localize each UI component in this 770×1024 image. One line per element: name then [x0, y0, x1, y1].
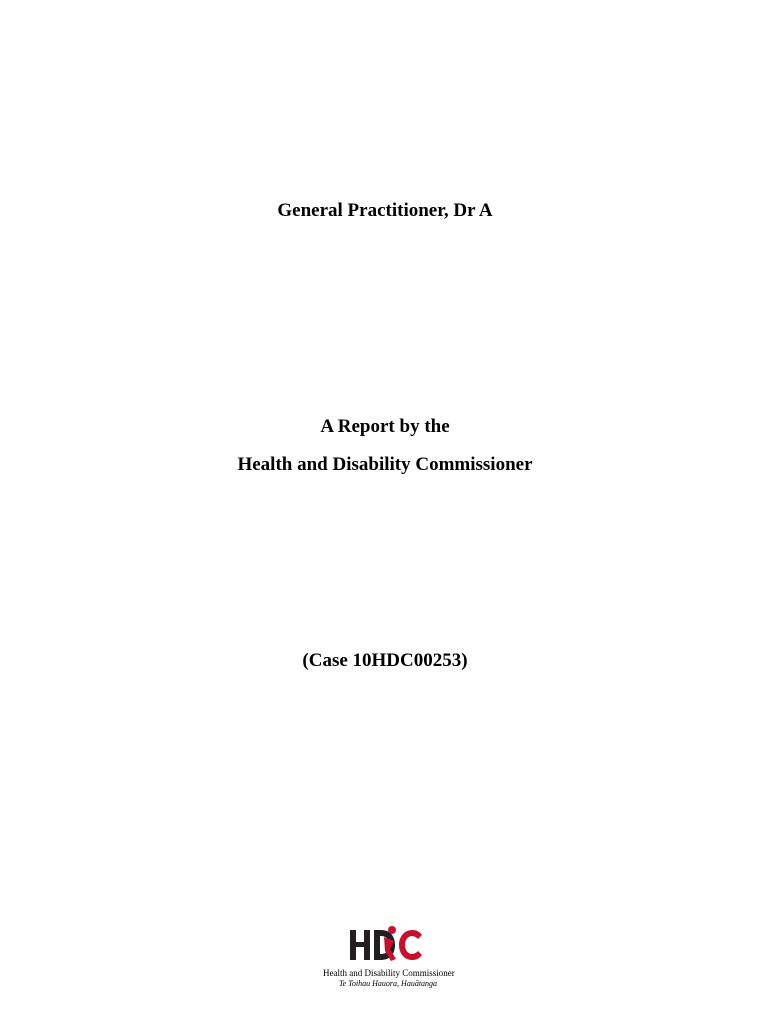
logo-organisation-name: Health and Disability Commissioner: [323, 968, 455, 978]
case-number: (Case 10HDC00253): [302, 650, 468, 671]
commissioner-line: Health and Disability Commissioner: [237, 454, 533, 475]
hdc-wordmark-icon: [350, 925, 426, 965]
document-title: General Practitioner, Dr A: [277, 200, 493, 221]
report-by-line: A Report by the: [320, 416, 450, 437]
logo-tagline: Te Toihau Hauora, Hauātanga: [338, 979, 438, 988]
hdc-logo: [323, 925, 453, 995]
